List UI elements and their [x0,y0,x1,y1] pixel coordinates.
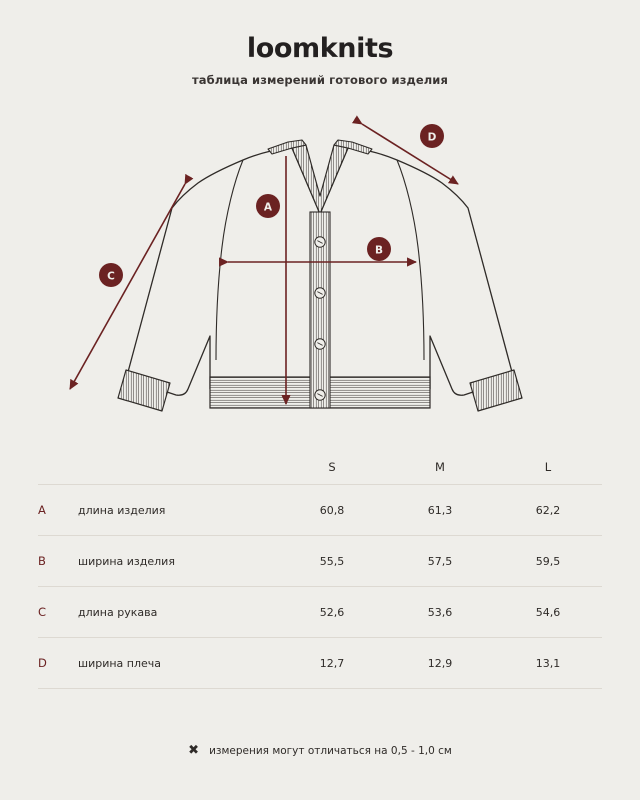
row-value-s: 60,8 [278,485,386,536]
row-key: C [38,587,78,638]
marker-a [256,194,280,218]
footnote-text: измерения могут отличаться на 0,5 - 1,0 см [209,744,452,757]
header-size-l: L [544,460,552,474]
row-value-s: 52,6 [278,587,386,638]
svg-text:B: B [374,244,384,257]
row-label: длина рукава [78,587,278,638]
table-row [38,485,602,536]
table-row [38,587,602,638]
table-row [38,638,602,689]
row-value-l: 62,2 [494,485,602,536]
row-key: D [38,638,78,689]
svg-text:C: C [107,270,115,283]
cardigan-outline [118,140,522,411]
header-key [38,450,78,485]
row-value-m: 12,9 [386,638,494,689]
row-value-m: 57,5 [386,536,494,587]
row-key: A [38,485,78,536]
table-row [38,536,602,587]
header-name [78,450,278,485]
svg-text:D: D [427,131,437,144]
row-value-s: 12,7 [278,638,386,689]
row-value-l: 54,6 [494,587,602,638]
row-value-s: 55,5 [278,536,386,587]
brand-title: loomknits [246,33,394,64]
size-table-wrap [38,450,602,689]
row-key: B [38,536,78,587]
marker-b [367,237,391,261]
header-size-m: M [435,460,445,474]
row-value-l: 59,5 [494,536,602,587]
garment-diagram [0,104,640,434]
page-subtitle: таблица измерений готового изделия [192,72,448,87]
size-table [38,450,602,689]
row-value-m: 61,3 [386,485,494,536]
row-value-l: 13,1 [494,638,602,689]
svg-text:A: A [263,201,273,214]
footnote [0,744,640,757]
row-label: ширина плеча [78,638,278,689]
header [0,34,640,87]
row-label: длина изделия [78,485,278,536]
marker-d [420,124,444,148]
marker-c [99,263,123,287]
asterisk-icon: ✖ [188,743,200,758]
row-label: ширина изделия [78,536,278,587]
table-header-row [38,450,602,485]
header-size-s: S [328,460,336,474]
row-value-m: 53,6 [386,587,494,638]
